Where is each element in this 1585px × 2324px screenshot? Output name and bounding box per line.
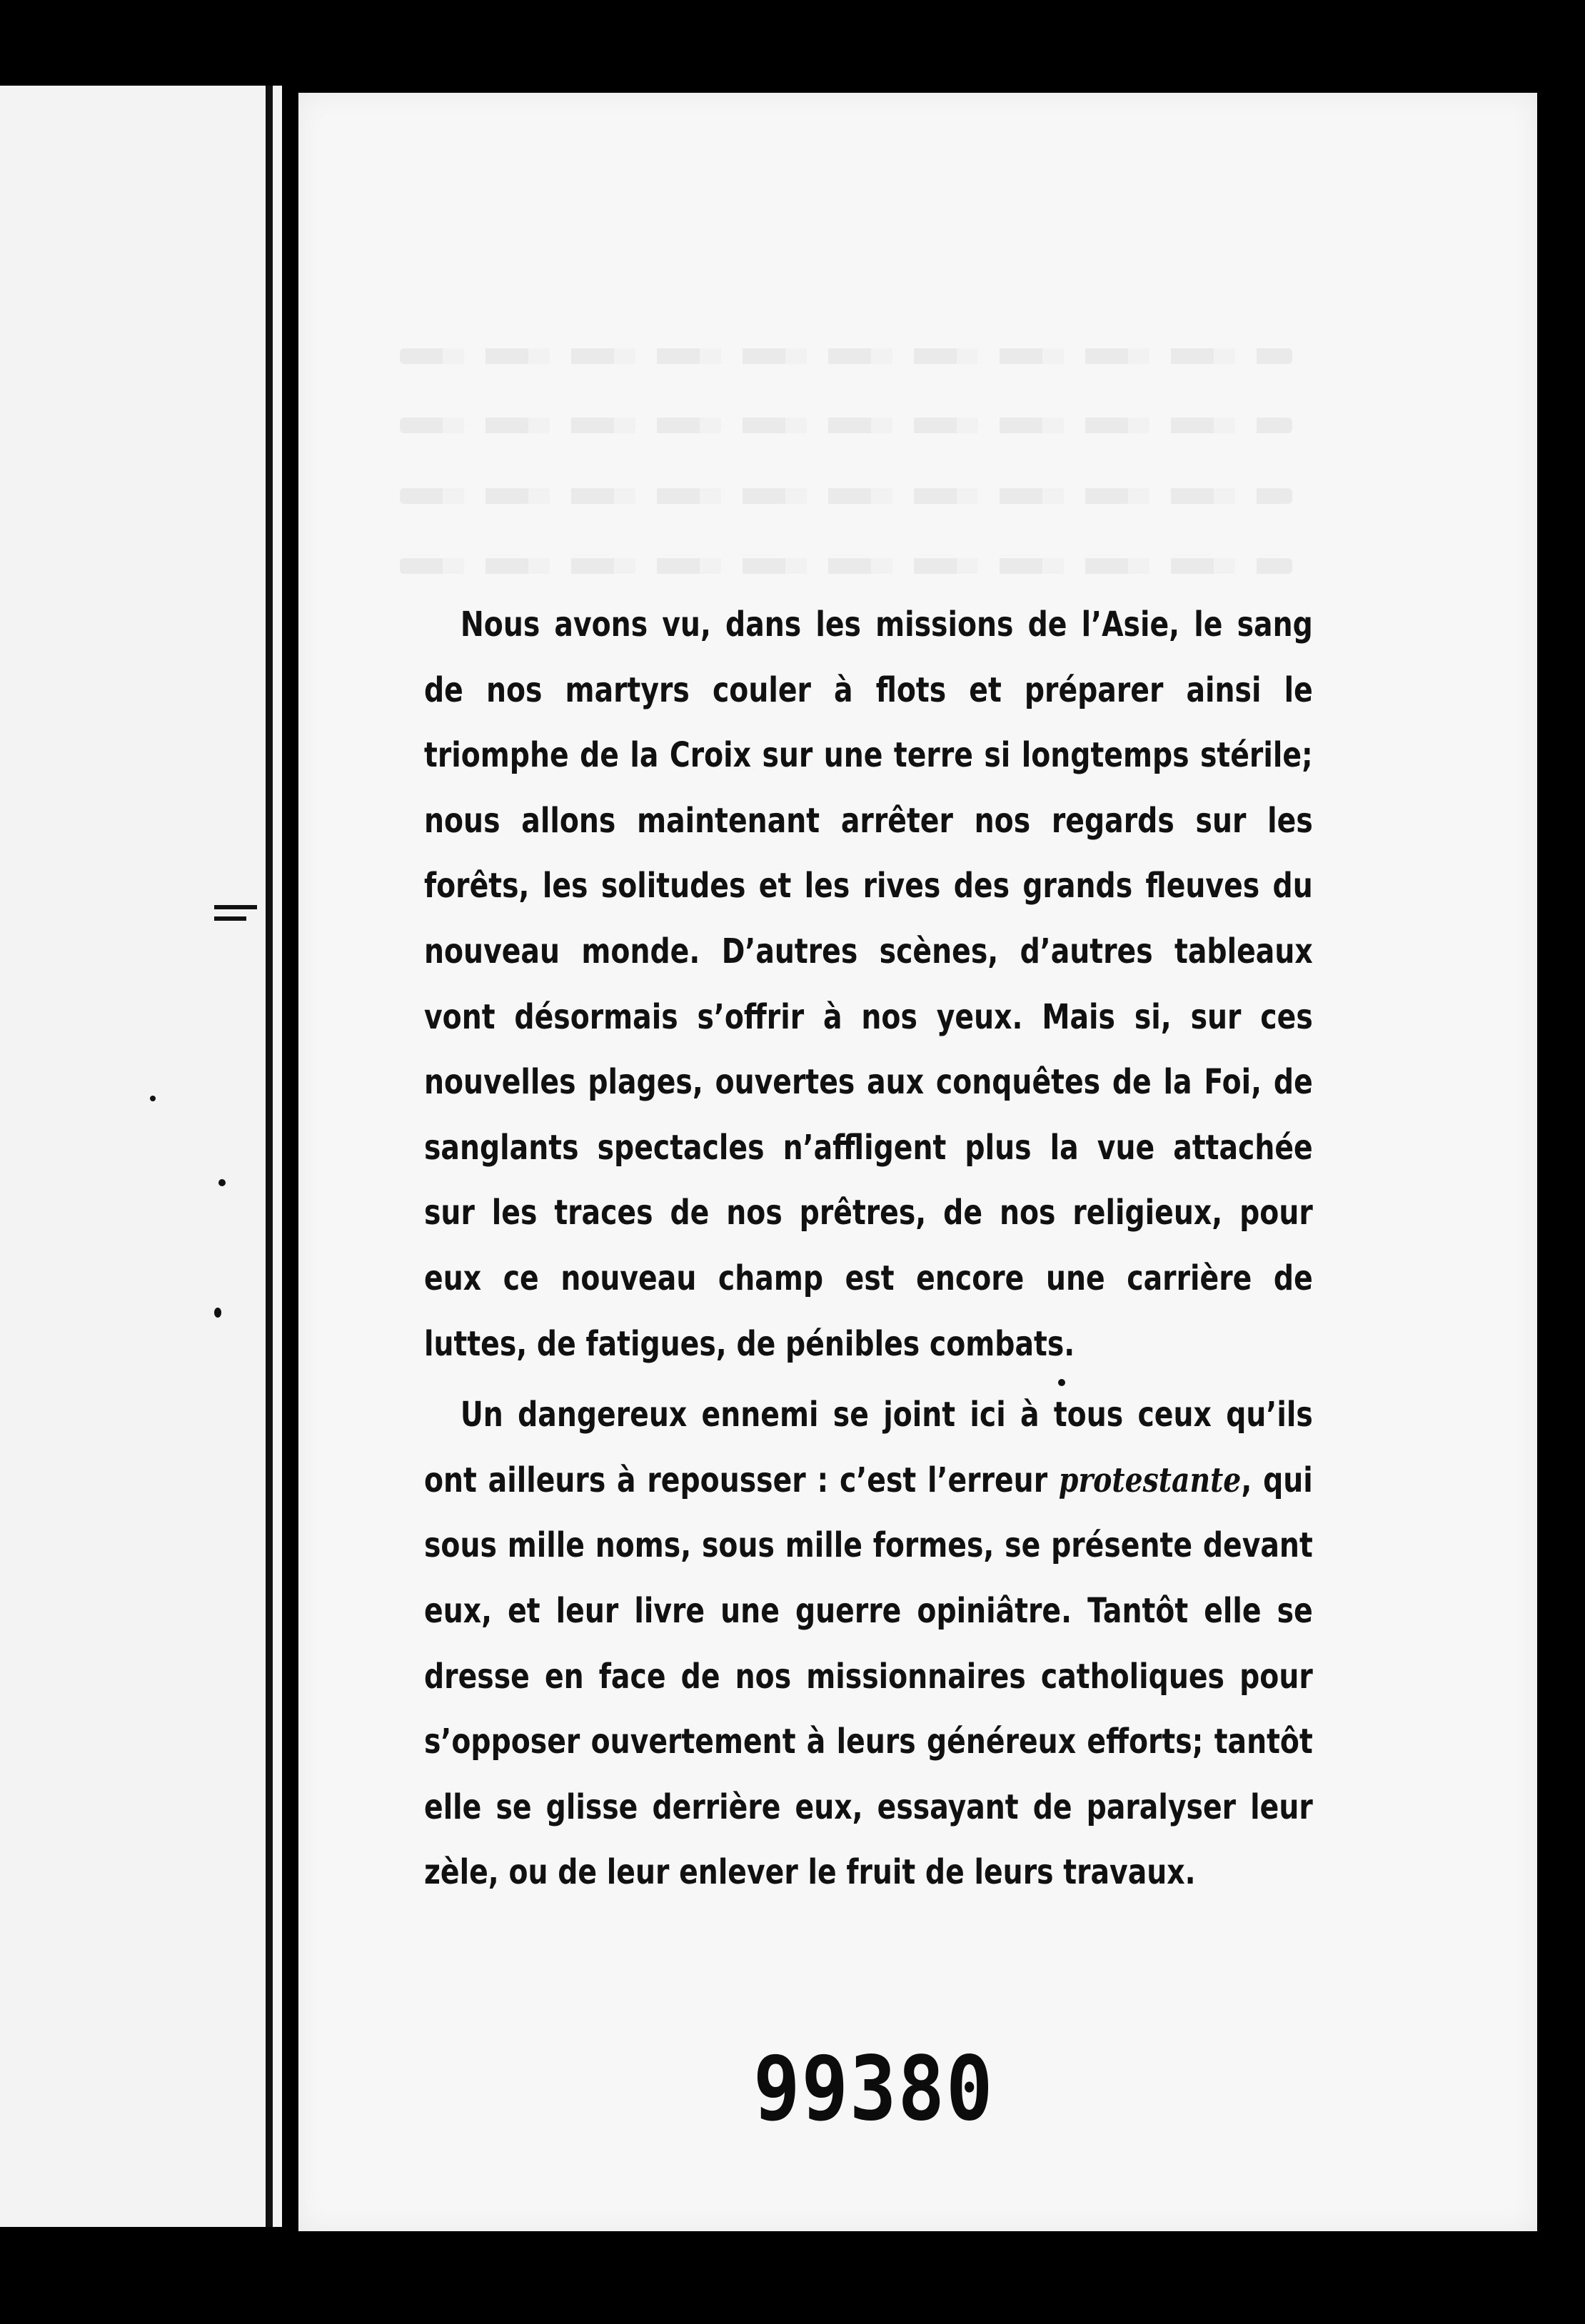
gutter-mark	[214, 916, 246, 921]
text-run: Nous avons vu, dans les missions de l’Asie, le sang de nos martyrs couler à flots et préparer ainsi le triomphe de la Croix sur une terre si longtemps stérile; nous allons maintenant arrêter nos regards sur les forêts, les solitudes et les rives des grands fleuves du nouveau monde. D’autres scènes, d’autres tableaux vont désormais s’offrir à nos yeux. Mais si, sur ces nouvelles plages, ouvertes aux conquêtes de la Foi, de sanglants spectacles n’affligent plus la vue attachée sur les traces de nos prêtres, de nos religieux, pour eux ce nouveau champ est encore une carrière de luttes, de fatigues, de pénibles combats.	[424, 605, 1313, 1364]
show-through-line	[400, 488, 1292, 504]
show-through-line	[400, 418, 1292, 433]
scan-speck	[218, 1179, 226, 1186]
facing-page	[0, 86, 282, 2227]
italic-text-run: protestante	[1058, 1460, 1242, 1500]
call-number: 99380	[753, 2038, 995, 2141]
paragraph	[424, 592, 1313, 1377]
gutter-mark	[214, 905, 257, 909]
show-through-line	[400, 558, 1292, 574]
text-run: , qui sous mille noms, sous mille formes, se présente devant eux, et leur livre une guerre opiniâtre. Tantôt elle se dresse en face de nos missionnaires catholiques pour s’opposer ouvertement à leurs généreux efforts; tantôt elle se glisse derrière eux, essayant de paralyser leur zèle, ou de leur enlever le fruit de leurs travaux.	[424, 1460, 1313, 1893]
body-text	[424, 592, 1313, 1906]
scan-speck	[150, 1096, 156, 1101]
paragraph	[424, 1383, 1313, 1906]
text-run: Un dangereux ennemi se joint ici à tous ceux qu’ils ont ailleurs à repousser : c’est l’erreur	[424, 1395, 1313, 1500]
scan-speck	[214, 1308, 221, 1318]
scan-speck	[1058, 1379, 1065, 1386]
binding-gutter	[266, 86, 273, 2227]
show-through-line	[400, 348, 1292, 364]
